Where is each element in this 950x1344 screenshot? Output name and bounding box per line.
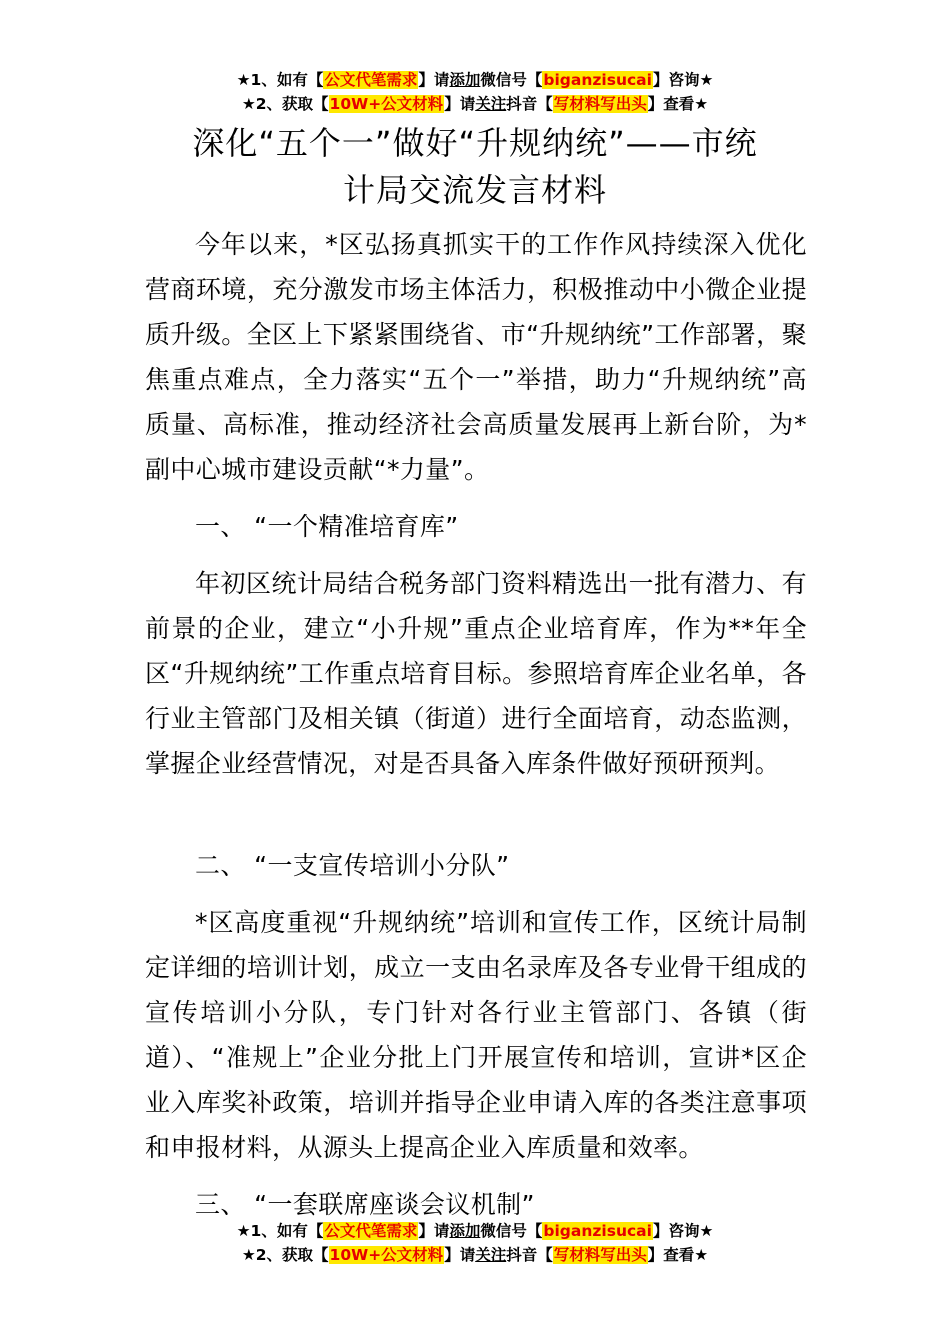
banner-text: 微信号【 [480,71,543,89]
banner-underlined: 关注 [475,1246,507,1264]
banner-text: 抖音【 [506,1246,553,1264]
highlight-service: 公文代笔需求 [324,1222,418,1240]
banner-underlined: 添加 [449,71,481,89]
section-2-paragraph: *区高度重视“升规纳统”培训和宣传工作，区统计局制定详细的培训计划，成立一支由名录库及各专业骨干组成的宣传培训小分队，专门针对各行业主管部门、各镇（街道）、“准规上”企业分批上门开展宣传和培训，宣讲*区企业入库奖补政策，培训并指导企业申请入库的各类注意事项和申报材料，从源头上提高企业入库质量和效率。 [145,908,807,1162]
banner-text: 】请 [418,1222,450,1240]
star-icon: ★ [241,95,256,113]
banner-underlined: 添加 [449,1222,481,1240]
banner-text: 】查看★ [647,1246,709,1264]
section-1-heading: 一、 “一个精准培育库” [195,512,459,541]
banner-line-1 [0,1219,950,1243]
footer-banner [0,1219,950,1267]
star-icon: ★ [236,1222,251,1240]
highlight-materials: 10W+公文材料 [329,1246,444,1264]
banner-text: 】请 [444,1246,476,1264]
banner-text: 2、获取【 [255,1246,329,1264]
banner-line-1 [0,68,950,92]
banner-text: 1、如有【 [250,1222,324,1240]
highlight-wechat-id: biganzisucai [543,71,652,89]
section-2-heading: 二、 “一支宣传培训小分队” [195,851,510,880]
highlight-douyin: 写材料写出头 [553,1246,647,1264]
banner-line-2 [0,1243,950,1267]
banner-text: 1、如有【 [250,71,324,89]
banner-text: 】咨询★ [652,71,714,89]
title-line-1: 深化“五个一”做好“升规纳统”——市统 [192,124,758,162]
banner-text: 2、获取【 [255,95,329,113]
banner-text: 微信号【 [480,1222,543,1240]
star-icon: ★ [241,1246,256,1264]
highlight-douyin: 写材料写出头 [553,95,647,113]
star-icon: ★ [236,71,251,89]
highlight-materials: 10W+公文材料 [329,95,444,113]
section-3-heading: 三、 “一套联席座谈会议机制” [195,1190,535,1219]
header-banner [0,68,950,116]
section-1-paragraph: 年初区统计局结合税务部门资料精选出一批有潜力、有前景的企业，建立“小升规”重点企业培育库，作为**年全区“升规纳统”工作重点培育目标。参照培育库企业名单，各行业主管部门及相关镇（街道）进行全面培育，动态监测，掌握企业经营情况，对是否具备入库条件做好预研预判。 [145,569,807,778]
banner-text: 】请 [418,71,450,89]
highlight-wechat-id: biganzisucai [543,1222,652,1240]
intro-paragraph: 今年以来，*区弘扬真抓实干的工作作风持续深入优化营商环境，充分激发市场主体活力，积极推动中小微企业提质升级。全区上下紧紧围绕省、市“升规纳统”工作部署，聚焦重点难点，全力落实“五个一”举措，助力“升规纳统”高质量、高标准，推动经济社会高质量发展再上新台阶，为*副中心城市建设贡献“*力量”。 [145,230,807,484]
banner-text: 抖音【 [506,95,553,113]
document-body [145,222,807,1227]
banner-text: 】查看★ [647,95,709,113]
banner-text: 】咨询★ [652,1222,714,1240]
highlight-service: 公文代笔需求 [324,71,418,89]
document-title [145,120,805,214]
banner-text: 】请 [444,95,476,113]
title-line-2: 计局交流发言材料 [342,171,607,209]
banner-underlined: 关注 [475,95,507,113]
banner-line-2 [0,92,950,116]
